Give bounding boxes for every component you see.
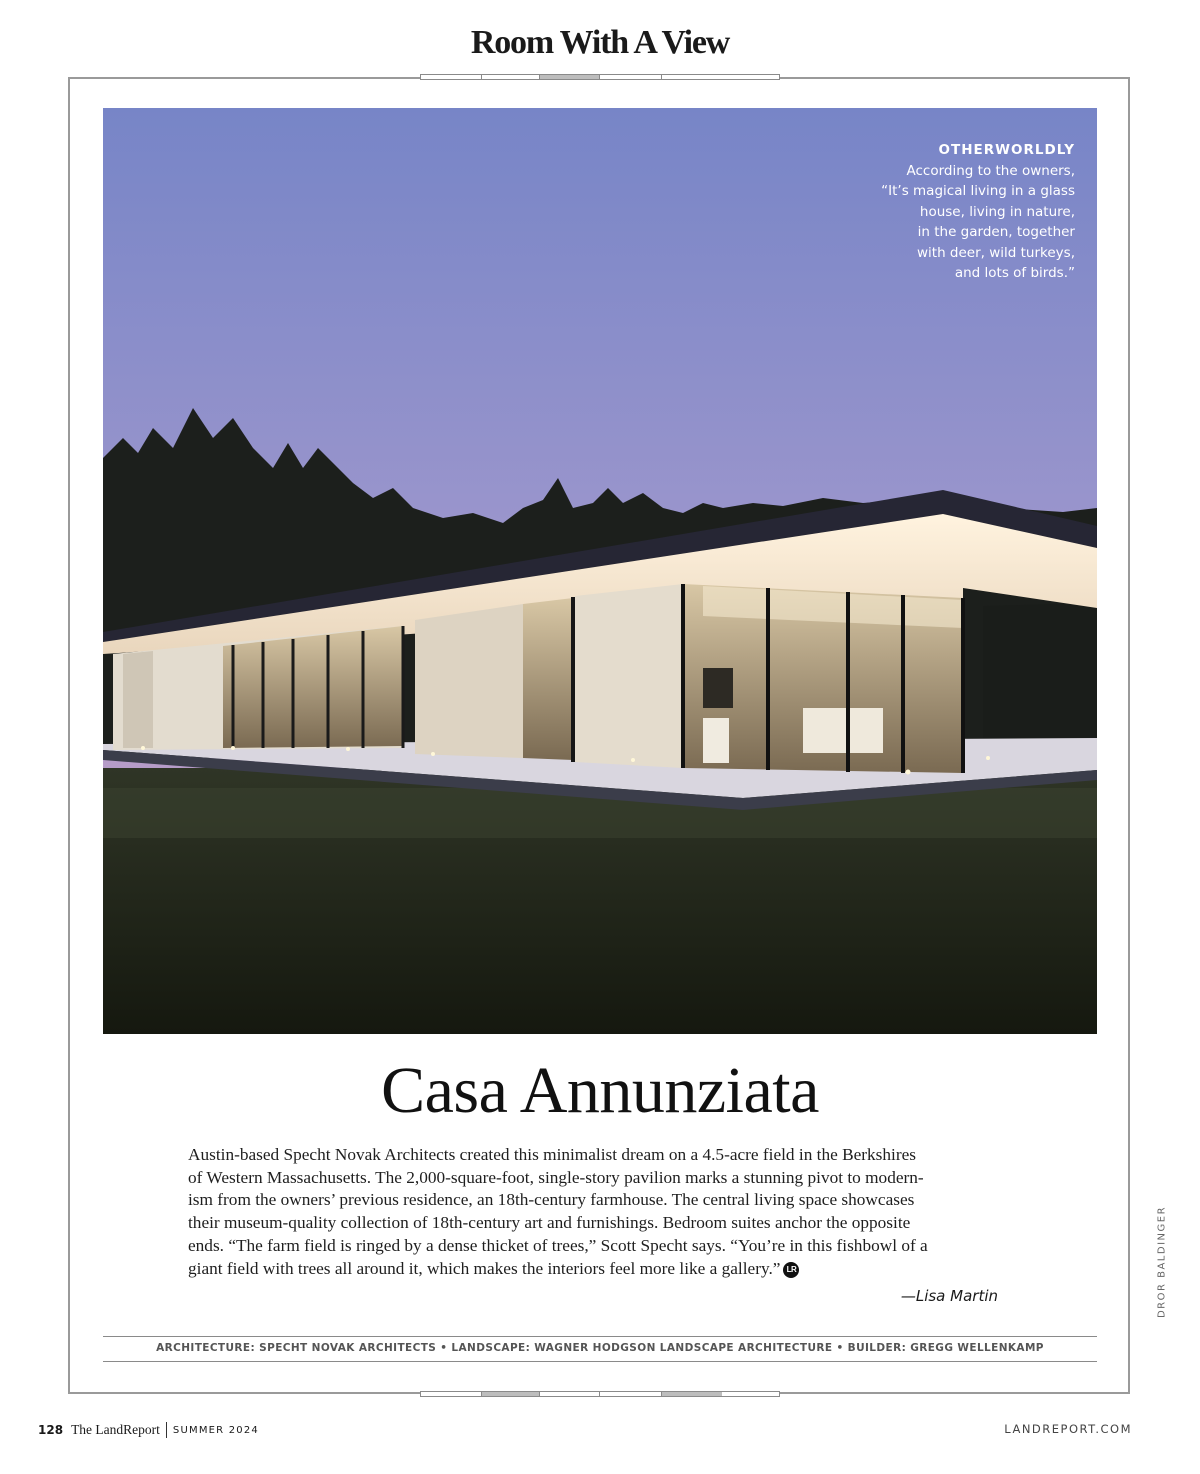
issue-label: SUMMER 2024	[172, 1424, 259, 1436]
body-line-last	[188, 1258, 1018, 1281]
credits-top-rule	[103, 1336, 1097, 1337]
folio	[38, 1422, 259, 1438]
frame-top-tab	[420, 74, 780, 80]
body-line: of Western Massachusetts. The 2,000-square-foot, single-story pavilion marks a stunning pivot to modern-	[188, 1167, 924, 1187]
credits-line: ARCHITECTURE: SPECHT NOVAK ARCHITECTS • LANDSCAPE: WAGNER HODGSON LANDSCAPE ARCHITECTURE • BUILDER: GREGG WELLENKAMP	[156, 1342, 1044, 1354]
end-mark-icon: LR	[783, 1262, 799, 1278]
body-line: ends. “The farm field is ringed by a dense thicket of trees,” Scott Specht says. “You’re in this fishbowl of a	[188, 1235, 928, 1255]
credits-bottom-rule	[103, 1361, 1097, 1362]
house-photo	[103, 108, 1097, 1034]
body-line: ism from the owners’ previous residence, an 18th-century farmhouse. The central living space showcases	[188, 1190, 915, 1210]
website-link[interactable]: LANDREPORT.COM	[1004, 1422, 1132, 1436]
folio-divider	[166, 1422, 167, 1438]
byline: —Lisa Martin	[900, 1287, 998, 1305]
photo-credit: DROR BALDINGER	[1156, 1205, 1168, 1319]
article-headline: Casa Annunziata	[381, 1054, 819, 1127]
frame-bottom-tab	[420, 1391, 780, 1397]
caption-heading: OTHERWORLDLY	[938, 142, 1075, 158]
page-number: 128	[38, 1423, 64, 1437]
body-line: giant field with trees all around it, which makes the interiors feel more like a gallery.”	[188, 1258, 781, 1278]
section-title: Room With A View	[470, 24, 730, 61]
magazine-name: The LandReport	[71, 1422, 160, 1437]
article-body	[188, 1144, 1018, 1280]
body-line: their museum-quality collection of 18th-century art and furnishings. Bedroom suites anchor the opposite	[188, 1213, 911, 1233]
photo-caption	[845, 140, 1075, 284]
caption-text: According to the owners, “It’s magical living in a glass house, living in nature, in the garden, together with deer, wild turkeys, and lots of birds.”	[881, 162, 1075, 281]
body-line: Austin-based Specht Novak Architects created this minimalist dream on a 4.5-acre field in the Berkshires	[188, 1145, 916, 1164]
